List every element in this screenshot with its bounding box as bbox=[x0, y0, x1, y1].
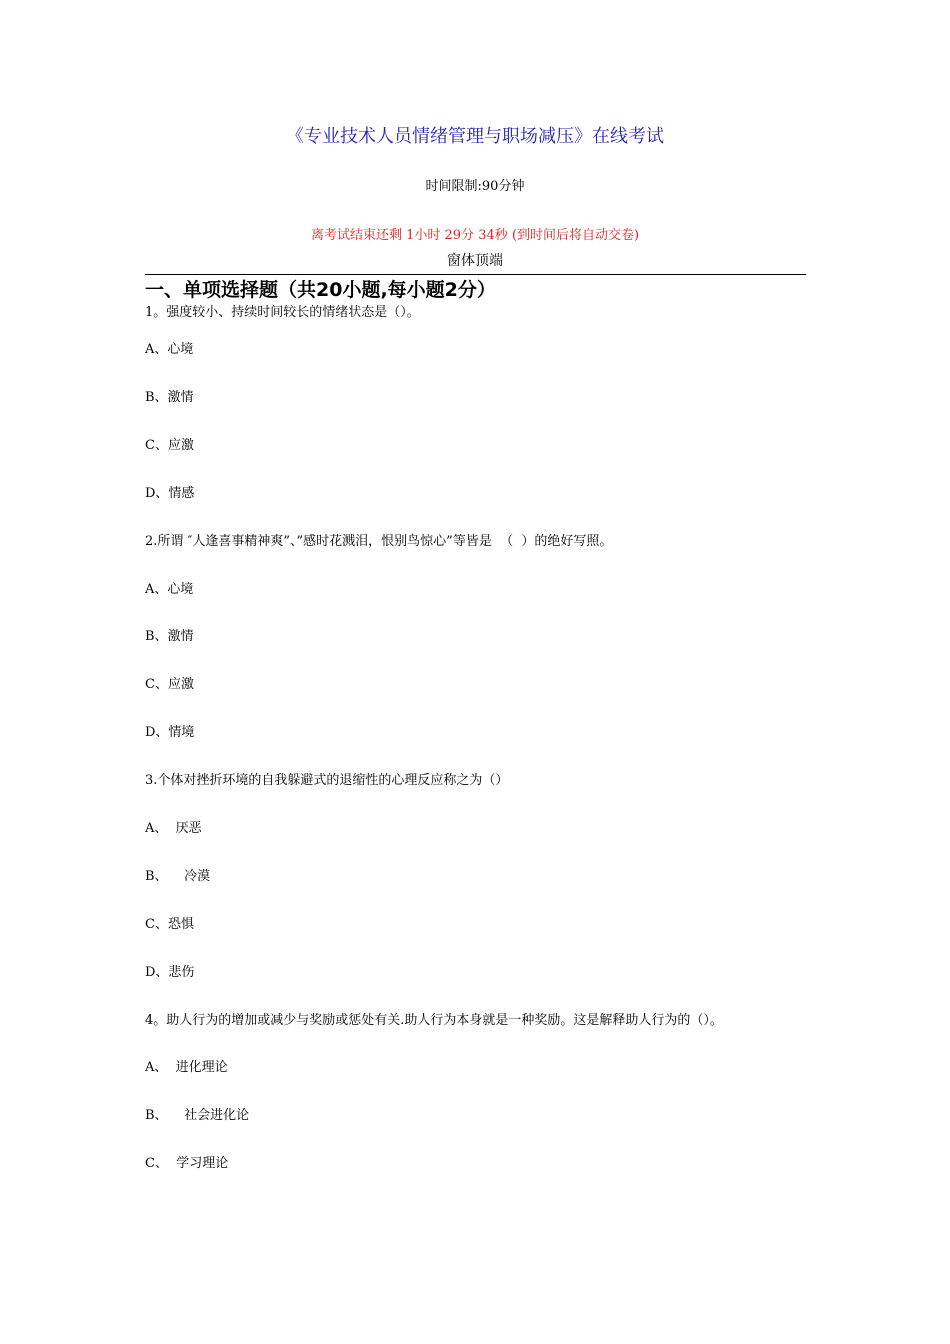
question-3-text: 3.个体对挫折环境的自我躲避式的退缩性的心理反应称之为（） bbox=[145, 773, 509, 788]
question-1-option-c[interactable]: C、应激 bbox=[145, 438, 194, 453]
question-2-option-b[interactable]: B、激情 bbox=[145, 629, 194, 644]
question-1-option-d[interactable]: D、情感 bbox=[145, 486, 195, 501]
section-title: 一、单项选择题（共20小题,每小题2分） bbox=[145, 279, 496, 301]
question-4-option-a[interactable]: A、 进化理论 bbox=[145, 1060, 228, 1075]
question-2-option-a[interactable]: A、心境 bbox=[145, 582, 194, 597]
question-2-option-d[interactable]: D、情境 bbox=[145, 725, 195, 740]
question-4-option-c[interactable]: C、 学习理论 bbox=[145, 1156, 229, 1171]
question-4-text: 4。助人行为的增加或减少与奖励或惩处有关.助人行为本身就是一种奖励。这是解释助人行为的（）。 bbox=[145, 1013, 723, 1028]
question-1-option-b[interactable]: B、激情 bbox=[145, 390, 194, 405]
question-3-option-a[interactable]: A、 厌恶 bbox=[145, 821, 202, 836]
time-limit: 时间限制:90分钟 bbox=[425, 179, 525, 194]
question-1-option-a[interactable]: A、心境 bbox=[145, 342, 194, 357]
question-3-option-b[interactable]: B、 冷漠 bbox=[145, 869, 211, 884]
divider bbox=[145, 274, 806, 275]
question-1-text: 1。强度较小、持续时间较长的情绪状态是（）。 bbox=[145, 305, 420, 320]
exam-title: 《专业技术人员情绪管理与职场减压》在线考试 bbox=[286, 126, 664, 147]
question-2-text: 2.所谓 ″人逢喜事精神爽”、”感时花溅泪，恨别鸟惊心”等皆是 （ ）的绝好写照。 bbox=[145, 534, 613, 549]
form-top-label: 窗体顶端 bbox=[447, 253, 503, 269]
countdown-timer: 离考试结束还剩 1小时 29分 34秒 (到时间后将自动交卷) bbox=[310, 228, 640, 243]
question-3-option-d[interactable]: D、悲伤 bbox=[145, 965, 195, 980]
question-4-option-b[interactable]: B、 社会进化论 bbox=[145, 1108, 250, 1123]
question-3-option-c[interactable]: C、恐惧 bbox=[145, 917, 194, 932]
question-2-option-c[interactable]: C、应激 bbox=[145, 677, 194, 692]
